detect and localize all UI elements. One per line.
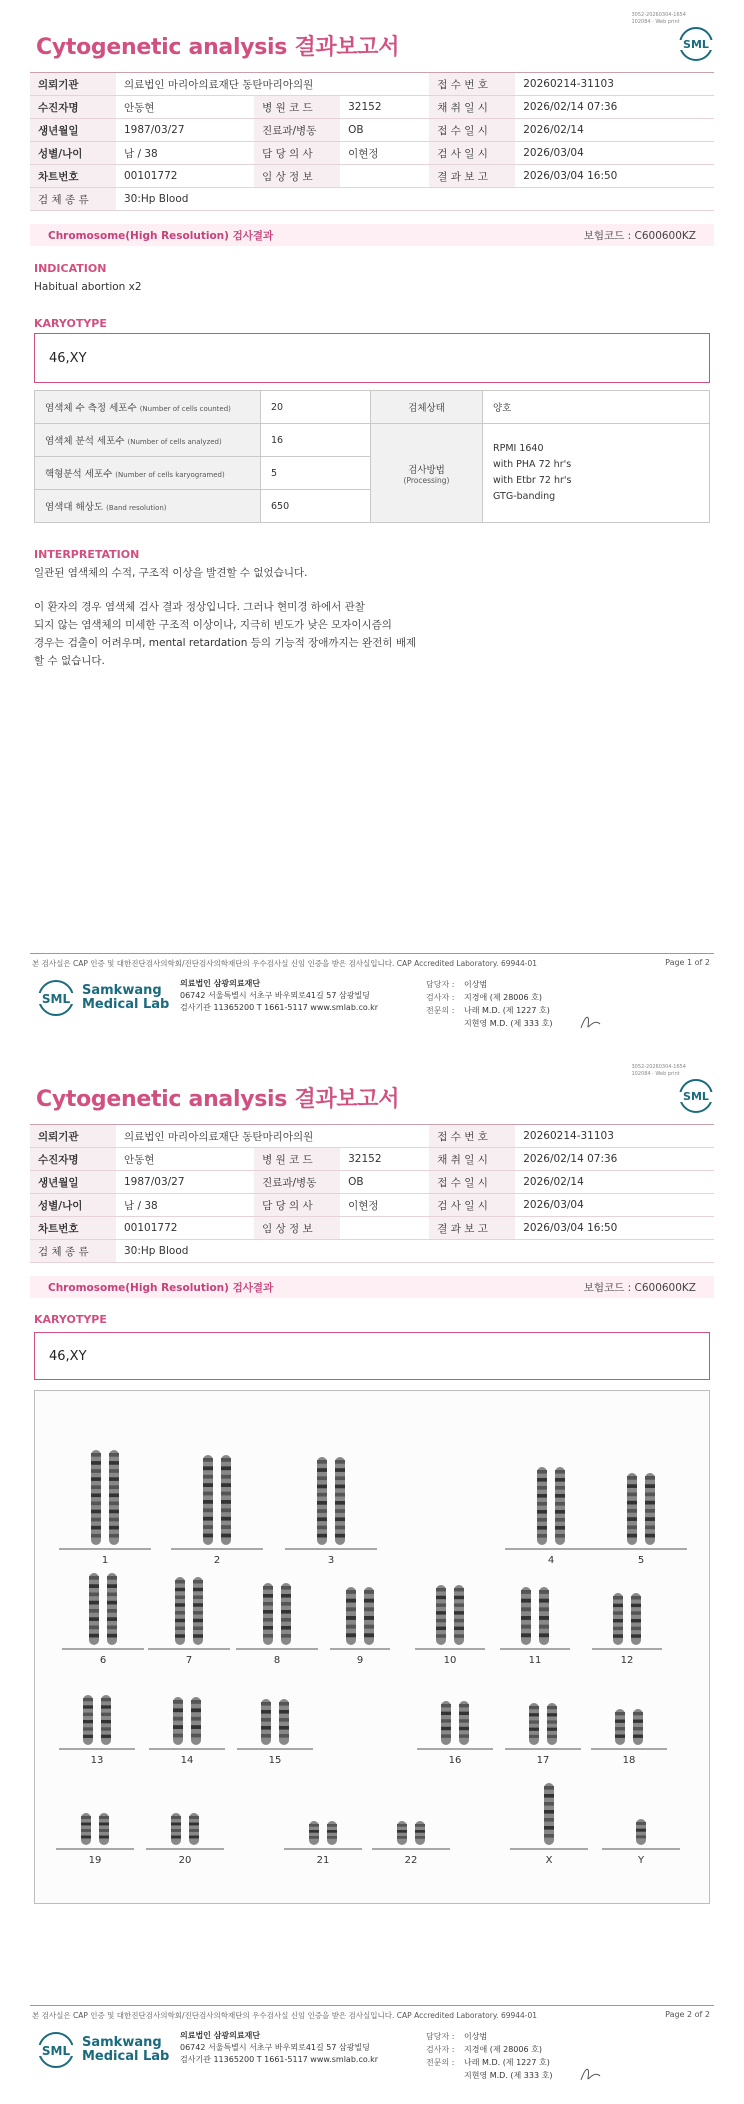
- footer-divider: [30, 2005, 714, 2006]
- chromosome-label-18: 18: [622, 1755, 636, 1766]
- signature-icon: [578, 1010, 604, 1032]
- cells-karyogramed-label: 핵형분석 세포수 (Number of cells karyogramed): [35, 457, 261, 490]
- chromosome-label-16: 16: [448, 1755, 462, 1766]
- chromosome-label-22: 22: [404, 1855, 418, 1866]
- chromosome-label-8: 8: [273, 1655, 281, 1666]
- footer-divider: [30, 953, 714, 954]
- specimen-label: 검 체 종 류: [30, 188, 116, 211]
- band-resolution-value: 650: [261, 490, 371, 523]
- chromosome-pair-10: [415, 1585, 485, 1666]
- chromosome-pair-17: [505, 1703, 581, 1766]
- karyogram-chromosomes: [35, 1391, 711, 1905]
- report-title: Cytogenetic analysis 결과보고서: [36, 35, 400, 60]
- chromosome-pair-Y: [602, 1819, 680, 1866]
- chromosome-pair-9: [330, 1587, 390, 1666]
- chart-value: 00101772: [116, 165, 254, 188]
- receipt-no-value: 20260214-31103: [515, 73, 714, 96]
- svg-text:SML: SML: [683, 1090, 709, 1103]
- chromosome-label-2: 2: [213, 1555, 221, 1566]
- karyotype-value: 46,XY: [49, 1348, 87, 1364]
- received-value: 2026/02/14: [515, 119, 714, 142]
- clinical-label: 임 상 정 보: [254, 165, 340, 188]
- chromosome-pair-5: [595, 1473, 687, 1566]
- collection-value: 2026/02/14 07:36: [515, 96, 714, 119]
- chromosome-label-X: X: [545, 1855, 553, 1866]
- sml-circle-icon: [36, 978, 76, 1018]
- chromosome-pair-18: [591, 1709, 667, 1766]
- chromosome-label-14: 14: [180, 1755, 194, 1766]
- chromosome-label-12: 12: [620, 1655, 634, 1666]
- karyogram-image: [34, 1390, 710, 1904]
- svg-text:SML: SML: [683, 38, 709, 51]
- reported-label: 결 과 보 고: [429, 165, 515, 188]
- footer-cap-note: 본 검사실은 CAP 인증 및 대한진단검사의학회/진단검사의학재단의 우수검사실 신임 인증을 받은 검사실입니다. CAP Accredited Laboratory. 69944-01: [32, 959, 538, 968]
- chromosome-label-15: 15: [268, 1755, 282, 1766]
- method-value: RPMI 1640 with PHA 72 hr's with Etbr 72 hr's GTG-banding: [483, 424, 710, 523]
- dob-label: 생년월일: [30, 119, 116, 142]
- chromosome-pair-20: [146, 1813, 224, 1866]
- received-label: 접 수 일 시: [429, 119, 515, 142]
- insurance-code: 보험코드 : C600600KZ: [583, 229, 696, 242]
- chromosome-pair-8: [236, 1583, 318, 1666]
- band-resolution-label: 염색대 해상도 (Band resolution): [35, 490, 261, 523]
- indication-text: Habitual abortion x2: [34, 281, 142, 293]
- chart-label: 차트번호: [30, 165, 116, 188]
- chromosome-pair-15: [237, 1699, 313, 1766]
- chromosome-label-9: 9: [356, 1655, 364, 1666]
- cell-stats-table: [34, 390, 710, 523]
- cells-karyogramed-value: 5: [261, 457, 371, 490]
- chromosome-pair-14: [149, 1697, 225, 1766]
- sml-logo-icon: [678, 26, 714, 62]
- patient-name-label: 수진자명: [30, 96, 116, 119]
- clinical-value: [340, 165, 429, 188]
- footer-page-number: Page 1 of 2: [665, 958, 710, 967]
- dept-label: 진료과/병동: [254, 119, 340, 142]
- dob-value: 1987/03/27: [116, 119, 254, 142]
- footer-page-number: Page 2 of 2: [665, 2010, 710, 2019]
- karyotype-result-box: [34, 1332, 710, 1380]
- chromosome-pair-3: [285, 1457, 377, 1566]
- chromosome-label-20: 20: [178, 1855, 192, 1866]
- samkwang-logo: SML Samkwang Medical Lab: [36, 2030, 169, 2070]
- chromosome-pair-16: [417, 1701, 493, 1766]
- method-label: 검사방법 (Processing): [371, 424, 483, 523]
- chromosome-label-5: 5: [637, 1555, 645, 1566]
- tested-label: 검 사 일 시: [429, 142, 515, 165]
- hospital-code-label: 병 원 코 드: [254, 96, 340, 119]
- chromosome-pair-12: [592, 1593, 662, 1666]
- chromosome-pair-X: [510, 1783, 588, 1866]
- sex-age-value: 남 / 38: [116, 142, 254, 165]
- samkwang-logo: SML Samkwang Medical Lab: [36, 978, 169, 1018]
- chromosome-pair-21: [284, 1821, 362, 1866]
- institution-value: 의료법인 마리아의료재단 동탄마리아의원: [116, 73, 429, 96]
- chromosome-label-13: 13: [90, 1755, 104, 1766]
- karyotype-value: 46,XY: [49, 350, 87, 366]
- chromosome-label-6: 6: [99, 1655, 107, 1666]
- cells-counted-label: 염색체 수 측정 세포수 (Number of cells counted): [35, 391, 261, 424]
- chromosome-label-21: 21: [316, 1855, 330, 1866]
- chromosome-pair-6: [62, 1573, 144, 1666]
- result-section-bar: [30, 224, 714, 246]
- hospital-code-value: 32152: [340, 96, 429, 119]
- chromosome-pair-19: [56, 1813, 134, 1866]
- chromosome-label-3: 3: [327, 1555, 335, 1566]
- signature-icon: [578, 2062, 604, 2084]
- staff-list: 담당자 : 이상범 검사자 : 지경애 (제 28006 호) 전문의 : 나래 M.D. (제 1227 호) 지현영 M.D. (제 333 호): [426, 980, 553, 1028]
- section-title: Chromosome(High Resolution) 검사결과: [48, 229, 274, 242]
- sex-age-label: 성별/나이: [30, 142, 116, 165]
- collection-label: 채 취 일 시: [429, 96, 515, 119]
- chromosome-pair-2: [171, 1455, 263, 1566]
- specimen-state-value: 양호: [483, 391, 710, 424]
- patient-info-table: 의뢰기관 의료법인 마리아의료재단 동탄마리아의원 접 수 번 호 20260214-31103 수진자명 안동현 병 원 코 드 32152 채 취 일 시 2026/02/14 07:36 생년월일 1987/03/27 진료과/병동 OB 접 수 일 시 2026/02/14 성별/나이 남 / 38 담 당 의 사 이현정 검 사 일 시 2026/03/04 차트번호 00101772 임 상 정 보 결 과 보 고 2026/03/04 16:50 검 체 종 류 30:Hp Blood: [30, 1124, 714, 1263]
- institution-label: 의뢰기관: [30, 73, 116, 96]
- staff-list: 담당자 : 이상범 검사자 : 지경애 (제 28006 호) 전문의 : 나래 M.D. (제 1227 호) 지현영 M.D. (제 333 호): [426, 2032, 553, 2080]
- chromosome-pair-4: [505, 1467, 597, 1566]
- chromosome-label-11: 11: [528, 1655, 542, 1666]
- svg-text:SML: SML: [41, 992, 71, 1006]
- sml-circle-icon: [36, 2030, 76, 2070]
- specimen-value: 30:Hp Blood: [116, 188, 714, 211]
- sml-logo-icon: [678, 1078, 714, 1114]
- karyotype-heading: KARYOTYPE: [34, 1313, 107, 1326]
- lab-org-info: 의료법인 삼광의료재단 06742 서울특별시 서초구 바우뫼로41길 57 삼광빌딩 검사기관 11365200 T 1661-5117 www.smlab.co.kr: [180, 2031, 379, 2064]
- cells-counted-value: 20: [261, 391, 371, 424]
- interpretation-heading: INTERPRETATION: [34, 548, 140, 561]
- cells-analyzed-value: 16: [261, 424, 371, 457]
- specimen-state-label: 검체상태: [371, 391, 483, 424]
- reported-value: 2026/03/04 16:50: [515, 165, 714, 188]
- dept-value: OB: [340, 119, 429, 142]
- chromosome-pair-1: [59, 1450, 151, 1566]
- interpretation-detail: 이 환자의 경우 염색체 검사 결과 정상입니다. 그러나 현미경 하에서 관찰 되지 않는 염색체의 미세한 구조적 이상이나, 지극히 빈도가 낮은 모자이시즘의 경우는 검출이 어려우며, mental retardation 등의 기능적 장애까지는 완전히 배제 할 수 없습니다.: [34, 601, 417, 667]
- receipt-no-label: 접 수 번 호: [429, 73, 515, 96]
- tested-value: 2026/03/04: [515, 142, 714, 165]
- chromosome-label-1: 1: [101, 1555, 109, 1566]
- chromosome-label-4: 4: [547, 1555, 555, 1566]
- footer-cap-note: 본 검사실은 CAP 인증 및 대한진단검사의학회/진단검사의학재단의 우수검사실 신임 인증을 받은 검사실입니다. CAP Accredited Laboratory. 69944-01: [32, 2011, 538, 2020]
- interpretation-summary: 일관된 염색체의 수적, 구조적 이상을 발견할 수 없었습니다.: [34, 567, 308, 579]
- doctor-value: 이현정: [340, 142, 429, 165]
- karyotype-result-box: [34, 333, 710, 383]
- patient-name-value: 안동현: [116, 96, 254, 119]
- report-title: Cytogenetic analysis 결과보고서: [36, 1087, 400, 1112]
- chromosome-pair-13: [59, 1695, 135, 1766]
- chromosome-pair-11: [500, 1587, 570, 1666]
- cells-analyzed-label: 염색체 분석 세포수 (Number of cells analyzed): [35, 424, 261, 457]
- lab-org-info: 의료법인 삼광의료재단 06742 서울특별시 서초구 바우뫼로41길 57 삼광빌딩 검사기관 11365200 T 1661-5117 www.smlab.co.kr: [180, 979, 379, 1012]
- chromosome-label-7: 7: [185, 1655, 193, 1666]
- chromosome-pair-7: [148, 1577, 230, 1666]
- patient-info-table: [30, 72, 714, 211]
- result-section-bar: Chromosome(High Resolution) 검사결과 보험코드 : C600600KZ: [30, 1276, 714, 1298]
- chromosome-label-Y: Y: [637, 1855, 645, 1866]
- chromosome-label-10: 10: [443, 1655, 457, 1666]
- print-code: 3052-20260304-1654 102084 · Web print: [631, 12, 686, 25]
- karyotype-heading: KARYOTYPE: [34, 317, 107, 330]
- chromosome-label-19: 19: [88, 1855, 102, 1866]
- doctor-label: 담 당 의 사: [254, 142, 340, 165]
- indication-heading: INDICATION: [34, 262, 107, 275]
- print-code: 3052-20260304-1654 102084 · Web print: [631, 1064, 686, 1077]
- svg-text:SML: SML: [41, 2044, 71, 2058]
- chromosome-pair-22: [372, 1821, 450, 1866]
- chromosome-label-17: 17: [536, 1755, 550, 1766]
